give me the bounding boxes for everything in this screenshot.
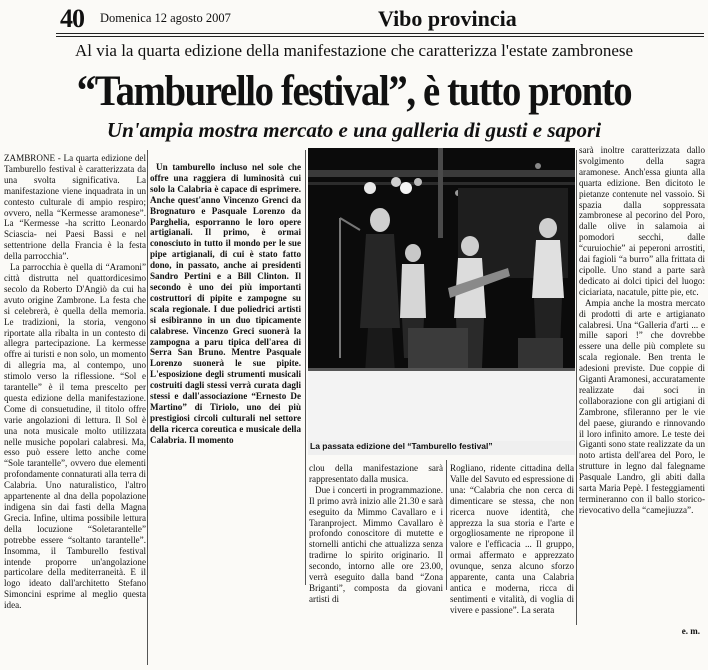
paragraph: Due i concerti in programmazione. Il primo avrà inizio alle 21.30 e sarà eseguito da Mimmo Cavallaro e i Taranproject. Mimmo Cavallaro è profondo conoscitore di mutette e stornelli antichi che attualizza senza tradirne lo spirito originario. Il secondo, intorno alle ore 23.00, verrà eseguito dalla band “Zona Briganti”, composta da giovani artisti di xyxy=(309,484,443,604)
paragraph: ZAMBRONE - La quarta edizione del Tamburello festival è caratterizzata da una svolta significativa. La manifestazione viene inquadrata in un contesto culturale di ampio respiro; ovvero, nella “Kermesse aramonese”. La “Kermesse -ha scritto Leonardo Sciascia- nei Paesi Bassi e nel settentrione della Francia è la festa della parrocchia”. xyxy=(4,153,146,262)
concert-photo-image xyxy=(308,148,575,455)
concert-photo xyxy=(308,148,575,455)
photo-caption: La passata edizione del “Tamburello festival” xyxy=(310,441,493,451)
paragraph: La parrocchia è quella di “Aramoni” città distrutta nel quattordicesimo secolo da Roberto D'Angiò da cui ha avuto origine Zambrone. La festa che si celebrerà, è quella della memoria. Le tradizioni, la storia, vengono riportate alla ribalta in un contesto di allegra partecipazione. La kermesse offre ai turisti e non solo, un momento di allegria ma, al contempo, uno stimolo verso la riflessione. “Sol e tarantelle” è il tema prescelto per questa edizione della manifestazione. Come di consuetudine, il titolo offre varie angolazioni di lettura. Il Sol è una nota musicale molto utilizzata nelle musiche popolari calabresi. Ma, esso può essere letto anche come “Sole tarantelle”, ovvero due elementi profondamente connaturati alla terra di Calabria. Uno naturalistico, l'altro appartenente al dna della popolazione indigena sin dai fasti della Magna Grecia. Infine, ultima possibile lettura della locuzione “Soletarantelle” potrebbe essere “soltanto tarantelle”. Insomma, il Tamburello festival intende proporre un'angolazione particolare della mediterraneità. E il logo ideato dall'architetto Stefano Simoncini esprime al meglio questa idea. xyxy=(4,262,146,611)
page-number: 40 xyxy=(60,4,84,33)
author-signature: e. m. xyxy=(681,626,700,636)
article-column-3 xyxy=(309,463,443,604)
kicker: Al via la quarta edizione della manifestazione che caratterizza l'estate zambronese xyxy=(74,41,634,60)
column-divider xyxy=(147,150,148,665)
section-title: Vibo provincia xyxy=(378,6,517,31)
column-divider xyxy=(576,150,577,625)
subheadline: Un'ampia mostra mercato e una galleria di gusti e sapori xyxy=(106,118,602,142)
header-rule-thin xyxy=(56,36,704,37)
header-rule xyxy=(56,33,704,34)
paragraph: clou della manifestazione sarà rappresentato dalla musica. xyxy=(309,463,443,484)
column-divider xyxy=(305,150,306,585)
paragraph: Ampia anche la mostra mercato di prodotti di arte e artigianato calabresi. Una “Galleria d'arti ... e mille sapori !” che dovrebbe essere una delle più complete su scala regionale. Ben trenta le adesioni previste. Due coppie di Giganti Aramonesi, accuratamente realizzate dai soci in collaborazione con gli artigiani di Zambrone, sfileranno per le vie del paese, giurando e rinnovando il loro infinito amore. Le teste dei Giganti sono state realizzate da un noto artista dell'area del Poro, le strutture in legno dal falegname Pasquale Landro, gli abiti dalla sarta Maria Pepè. I festeggiamenti termineranno con il ballo storico-rievocativo della “camejiuzza”. xyxy=(579,297,705,515)
paragraph: Un tamburello incluso nel sole che offre una raggiera di luminosità cui solo la Calabria è capace di esprimere. Anche quest'anno Vincenzo Grenci da Brognaturo e Pasquale Lorenzo da Parghelia, esporranno le loro opere artigianali. Il primo, è ormai conosciuto in tutto il mondo per le sue pipe artigianali, di cui è stato fatto dono, in passato, anche ai presidenti Sandro Pertini e a Bill Clinton. Il secondo è uno dei più importanti costruttori di pipite e zampogne su scala regionale. I due poliedrici artisti si esibiranno in un duo tipicamente calabrese. Vincenzo Greci suonerà la zampogna a paru tipica dell'area di Serra San Bruno. Mentre Pasquale Lorenzo suonerà le sue pipite. L'esposizione degli strumenti musicali costruiti dagli stessi verrà curata dagli stessi e dall'associazione “Ernesto De Martino” di Tiriolo, uno dei più prestigiosi circoli culturali nel settore della ricerca coreutica e musicale della Calabria. Il momento xyxy=(150,162,301,445)
issue-date: Domenica 12 agosto 2007 xyxy=(100,11,231,25)
paragraph: Rogliano, ridente cittadina della Valle del Savuto ed espressione di una: “Calabria che non cerca di dimenticare se stessa, che non ricerca nuove identità, che apprezza la sua storia e l'arte e orgogliosamente ne ripropone il valore e l'efficacia ... Il gruppo, ormai affermato e apprezzato ovunque, senza alcuno sforzo apparente, canta una Calabria antica e moderna, ricca di sentimenti e vitalità, di voglia di vivere e passione”. La serata xyxy=(450,463,574,615)
column-divider xyxy=(446,460,447,590)
article-column-4 xyxy=(450,463,574,615)
headline: “Tamburello festival”, è tutto pronto xyxy=(76,68,632,115)
article-column-5 xyxy=(579,145,705,645)
paragraph: sarà inoltre caratterizzata dallo svolgimento della sagra aramonese. Anch'essa giunta alla quarta edizione. Ben dicitoto le pietanze contenute nel vassoio. Si spazia dalla soppressata zambronese al pecorino del Poro, dalle olive in salamoia ai pomodori secchi, dalle “curuiochie” ai peperoni arrostiti, dai fagioli “a burro” alla frittata di cipolle. Uno stand a parte sarà dedicato ai dolci tipici del luogo: ciciariata, nacatule, pitte pie, etc. xyxy=(579,145,705,297)
article-column-1 xyxy=(4,153,146,663)
article-column-2 xyxy=(150,162,301,582)
